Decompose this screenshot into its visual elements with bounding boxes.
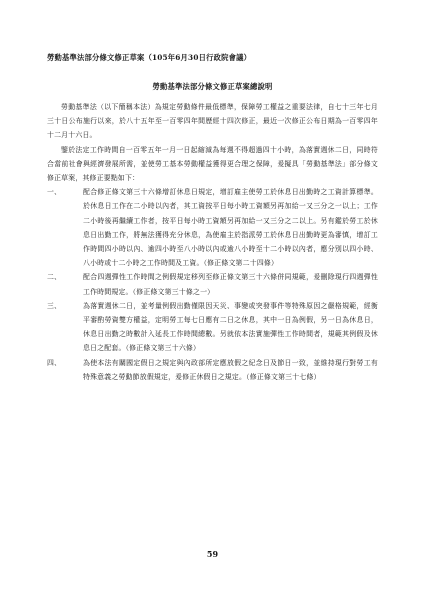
list-item-number: 二、 bbox=[47, 273, 62, 282]
list-item-text: 為使本法有關國定假日之規定與內政部所定應放假之紀念日及節日一致，並維持現行對勞工有特殊意義之勞動節放假規定，爰修正休假日之規定。（修正條文第三十七條） bbox=[83, 358, 378, 381]
list-item-number: 三、 bbox=[47, 301, 62, 310]
amendment-list bbox=[47, 185, 378, 384]
list-item-text: 為落實週休二日，並考量例假出勤僅限因天災、事變或突發事件等特殊原因之嚴格規範，經衡平審酌勞資雙方權益，定明勞工每七日應有二日之休息，其中一日為例假，另一日為休息日，休息日出勤之時數計入延長工作時間總數。另就依本法實施彈性工作時間者，規範其例假及休息日之配套。（修正條文第三十六條） bbox=[83, 301, 378, 353]
purpose-paragraph: 鑒於法定工作時間自一百零五年一月一日起縮減為每週不得超過四十小時，為落實週休二日，同時符合當前社會與經濟發展所需，並使勞工基本勞動權益獲得更合理之保障，爰擬具「勞動基準法」部分條文修正草案，其修正要點如下： bbox=[47, 145, 378, 183]
document-header: 勞動基準法部分條文修正草案（105年6月30日行政院會議） bbox=[47, 53, 252, 62]
list-item-text: 配合修正條文第三十六條增訂休息日規定，增訂雇主使勞工於休息日出勤時之工資計算標準。於休息日工作在二小時以內者，其工資按平日每小時工資額另再加給一又三分之一以上；工作二小時後再繼續工作者，按平日每小時工資額另再加給一又三分之二以上。另有鑑於勞工於休息日出勤工作，將無法獲得充分休息，為使雇主於指派勞工於休息日出勤時更為審慎，增訂工作時間四小時以內、逾四小時至八小時以內或逾八小時至十二小時以內者，應分別以四小時、八小時或十二小時之工作時間及工資。（修正條文第二十四條） bbox=[83, 188, 378, 268]
list-item-number: 一、 bbox=[47, 188, 62, 197]
list-item bbox=[47, 185, 378, 270]
list-item bbox=[47, 299, 378, 356]
section-title: 勞動基準法部分條文修正草案總說明 bbox=[152, 82, 273, 91]
list-item bbox=[47, 356, 378, 384]
document-body bbox=[47, 100, 378, 384]
list-item-text: 配合四週彈性工作時間之例假規定移列至修正條文第三十六條併同規範，爰刪除現行四週彈性工作時間規定。（修正條文第三十條之一） bbox=[83, 273, 378, 296]
list-item-number: 四、 bbox=[47, 358, 62, 367]
page-number: 59 bbox=[206, 549, 219, 559]
intro-paragraph: 勞動基準法（以下簡稱本法）為規定勞動條件最低標準，保障勞工權益之重要法律，自七十三年七月三十日公布施行以來，於八十五年至一百零四年間歷經十四次修正，最近一次修正公布日期為一百零四年十二月十六日。 bbox=[47, 103, 378, 140]
list-item bbox=[47, 270, 378, 298]
